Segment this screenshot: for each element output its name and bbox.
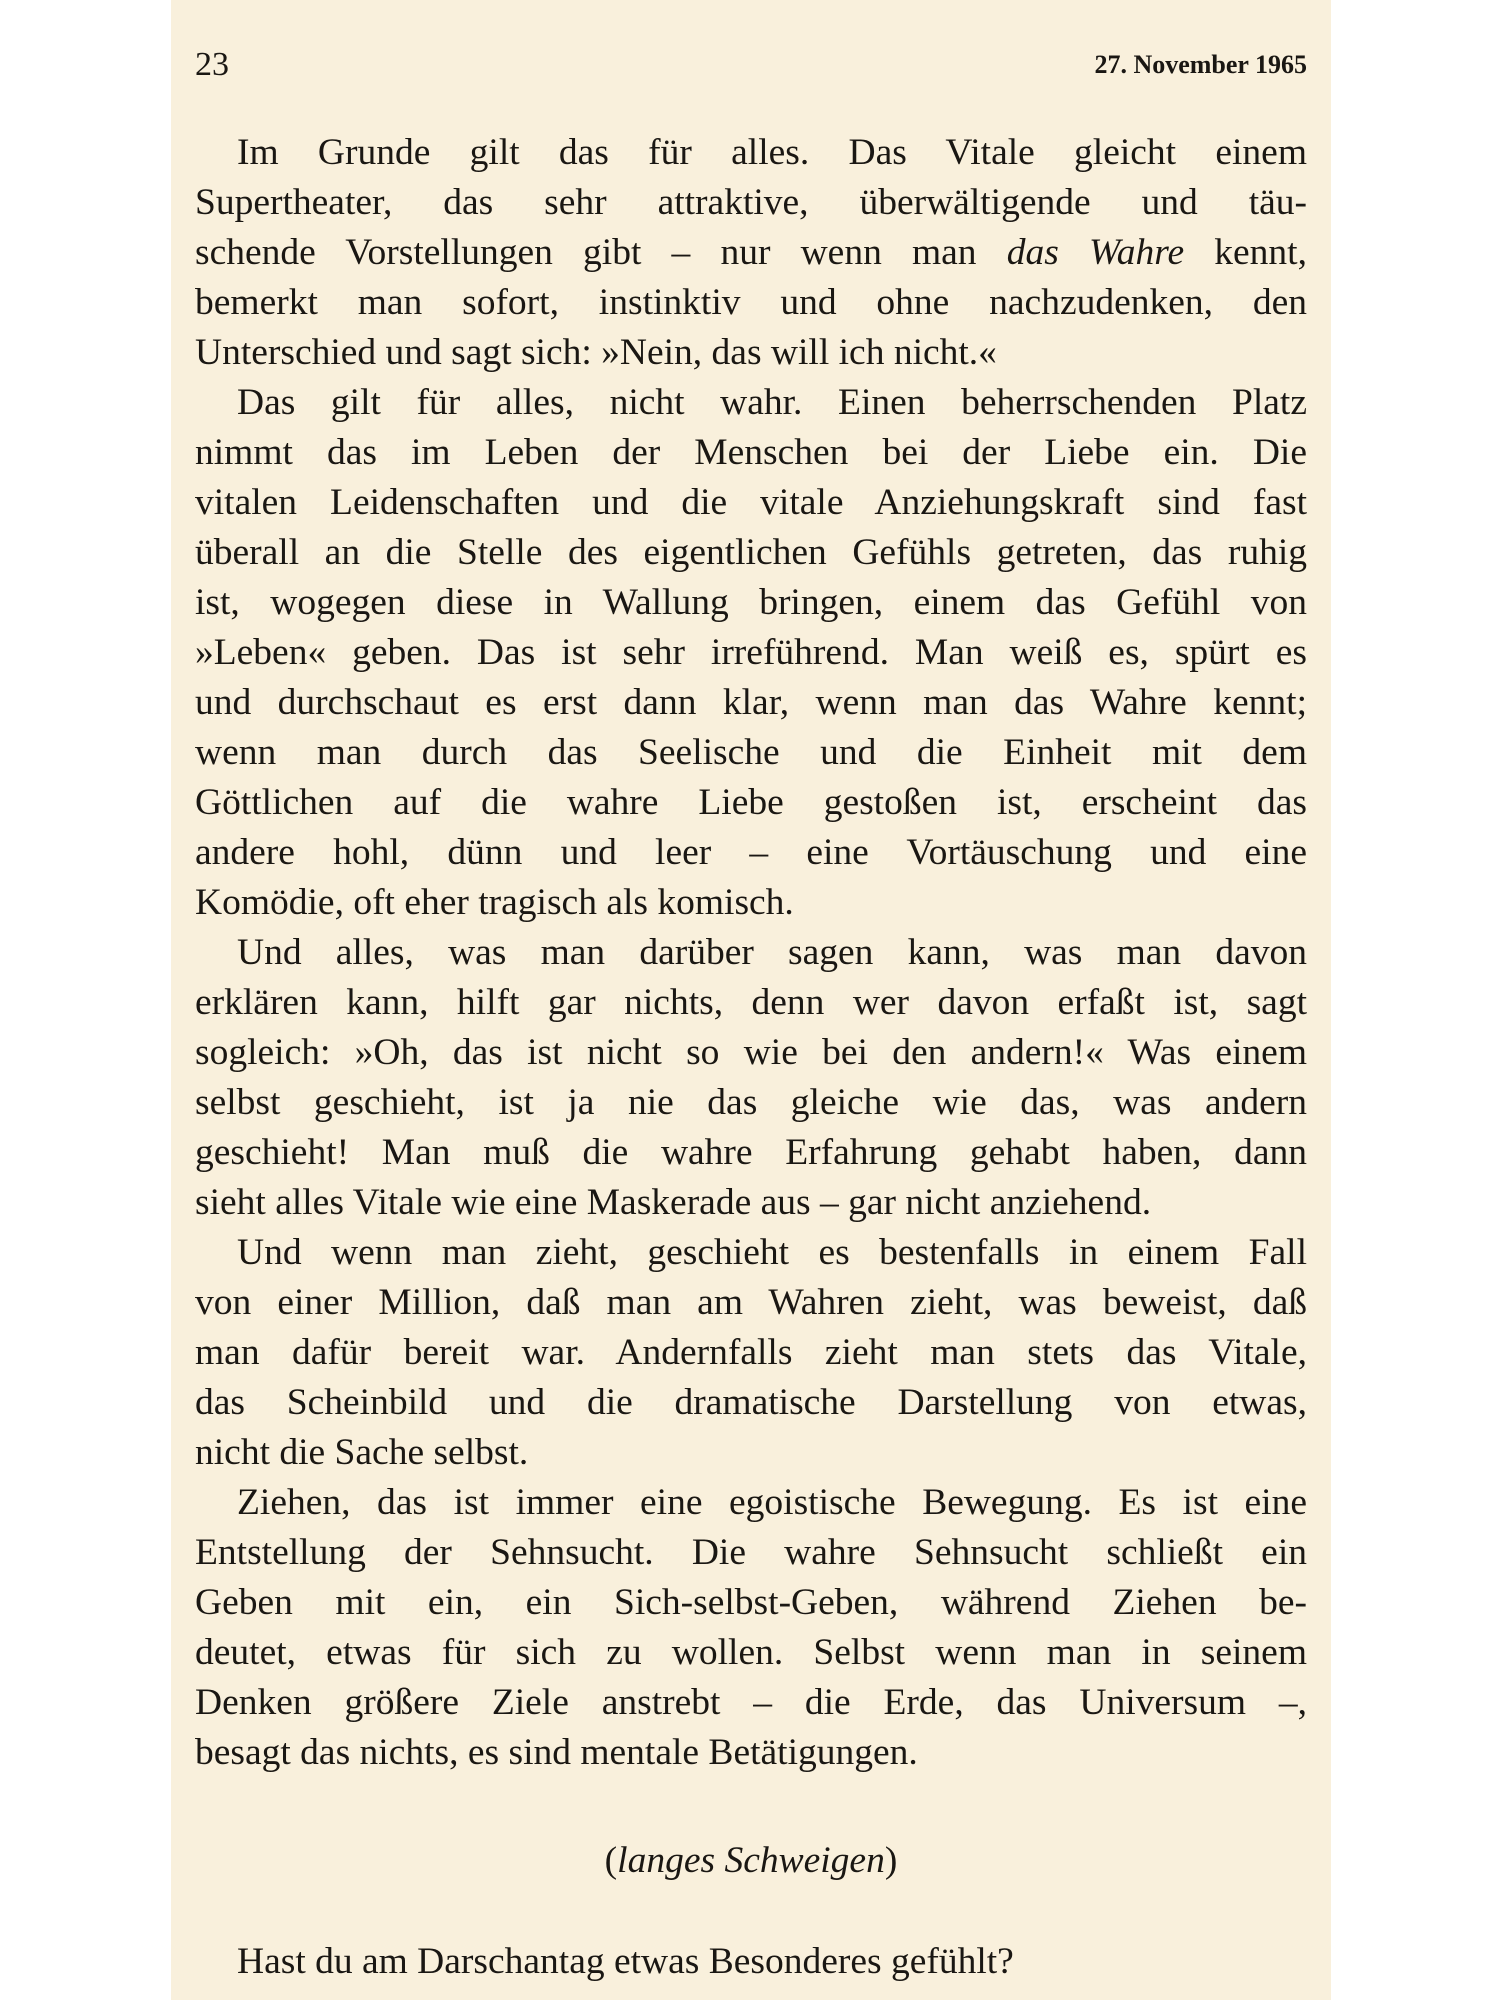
- text-line: Supertheater, das sehr attraktive, überwältigende und täu-: [195, 182, 1307, 223]
- text-line: Denken größere Ziele anstrebt – die Erde, das Universum –,: [195, 1682, 1307, 1723]
- text-line: Das gilt für alles, nicht wahr. Einen beherrschenden Platz: [237, 382, 1307, 423]
- text-line: »Leben« geben. Das ist sehr irreführend. Man weiß es, spürt es: [195, 632, 1307, 673]
- stage-direction-text: langes Schweigen: [617, 1840, 885, 1881]
- text-line: [195, 228, 1307, 278]
- text-line: Ziehen, das ist immer eine egoistische Bewegung. Es ist eine: [237, 1482, 1307, 1523]
- text-line: und durchschaut es erst dann klar, wenn man das Wahre kennt;: [195, 682, 1307, 723]
- stage-direction-close: ): [884, 1840, 898, 1881]
- text-line: sogleich: »Oh, das ist nicht so wie bei den andern!« Was einem: [195, 1032, 1307, 1073]
- text-line: Göttlichen auf die wahre Liebe gestoßen ist, erscheint das: [195, 782, 1307, 823]
- text-line: Und alles, was man darüber sagen kann, was man davon: [237, 932, 1307, 973]
- text-line: geschieht! Man muß die wahre Erfahrung gehabt haben, dann: [195, 1132, 1307, 1173]
- text-line: selbst geschieht, ist ja nie das gleiche wie das, was andern: [195, 1082, 1307, 1123]
- text-line: überall an die Stelle des eigentlichen Gefühls getreten, das ruhig: [195, 532, 1307, 573]
- paragraph: [195, 928, 1307, 1228]
- stage-direction-open: (: [604, 1840, 618, 1881]
- text-line: bemerkt man sofort, instinktiv und ohne nachzudenken, den: [195, 282, 1307, 323]
- text-segment: schende Vorstellungen gibt – nur wenn man: [195, 232, 1007, 273]
- paragraph: [195, 1478, 1307, 1778]
- text-line: wenn man durch das Seelische und die Einheit mit dem: [195, 732, 1307, 773]
- text-line: Im Grunde gilt das für alles. Das Vitale gleicht einem: [237, 132, 1307, 173]
- text-line: deutet, etwas für sich zu wollen. Selbst wenn man in seinem: [195, 1632, 1307, 1673]
- text-line: Komödie, oft eher tragisch als komisch.: [195, 882, 794, 923]
- text-line: Und wenn man zieht, geschieht es bestenfalls in einem Fall: [237, 1232, 1307, 1273]
- text-line: sieht alles Vitale wie eine Maskerade aus – gar nicht anziehend.: [195, 1182, 1152, 1223]
- text-line: Geben mit ein, ein Sich-selbst-Geben, während Ziehen be-: [195, 1582, 1307, 1623]
- text-line: andere hohl, dünn und leer – eine Vortäuschung und eine: [195, 832, 1307, 873]
- paragraph: [195, 1228, 1307, 1478]
- stage-direction: [195, 1836, 1307, 1886]
- text-line: ist, wogegen diese in Wallung bringen, einem das Gefühl von: [195, 582, 1307, 623]
- text-line: besagt das nichts, es sind mentale Betätigungen.: [195, 1732, 918, 1773]
- text-line: Entstellung der Sehnsucht. Die wahre Sehnsucht schließt ein: [195, 1532, 1307, 1573]
- emphasis-text: das Wahre: [1006, 232, 1185, 273]
- book-page: [171, 0, 1331, 2000]
- text-segment: kennt,: [1184, 232, 1307, 273]
- text-line: man dafür bereit war. Andernfalls zieht man stets das Vitale,: [195, 1332, 1307, 1373]
- page-header: [195, 46, 1307, 90]
- page-number: 23: [195, 46, 229, 83]
- text-line: vitalen Leidenschaften und die vitale Anziehungskraft sind fast: [195, 482, 1307, 523]
- text-line: von einer Million, daß man am Wahren zieht, was beweist, daß: [195, 1282, 1307, 1323]
- text-line: nimmt das im Leben der Menschen bei der Liebe ein. Die: [195, 432, 1307, 473]
- text-line: nicht die Sache selbst.: [195, 1432, 529, 1473]
- paragraph: [195, 378, 1307, 928]
- body-text: [195, 128, 1307, 1778]
- text-line: erklären kann, hilft gar nichts, denn wer davon erfaßt ist, sagt: [195, 982, 1307, 1023]
- running-head-date: 27. November 1965: [1094, 50, 1307, 79]
- text-line: Unterschied und sagt sich: »Nein, das will ich nicht.«: [195, 332, 997, 373]
- text-line: das Scheinbild und die dramatische Darstellung von etwas,: [195, 1382, 1307, 1423]
- question-paragraph: Hast du am Darschantag etwas Besonderes gefühlt?: [237, 1941, 1014, 1982]
- paragraph: [195, 128, 1307, 378]
